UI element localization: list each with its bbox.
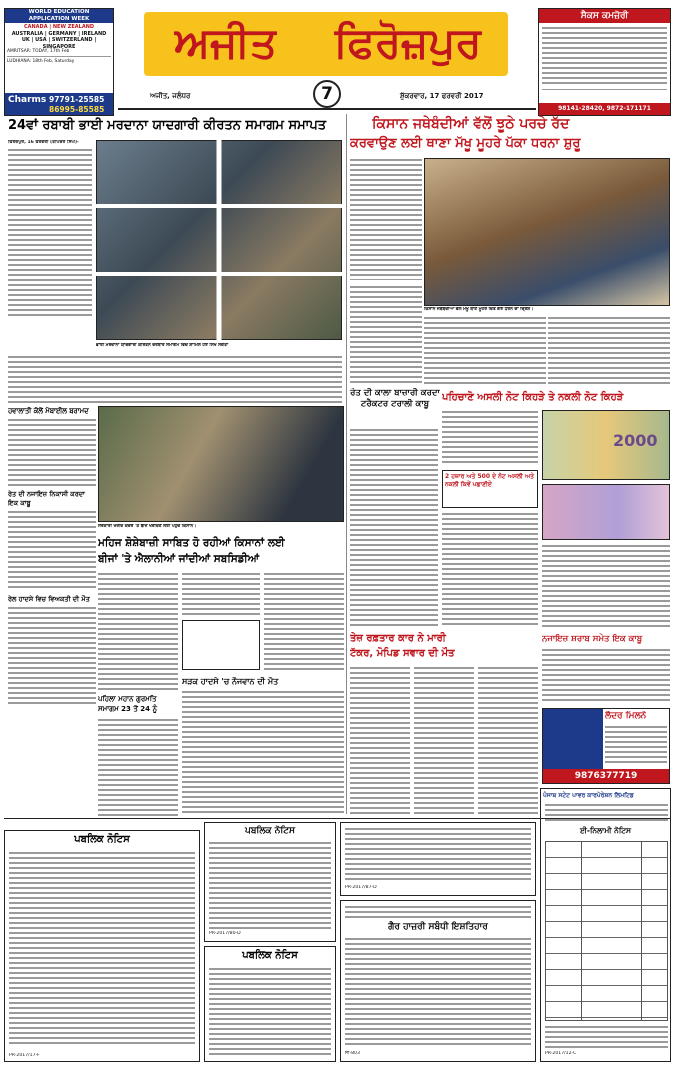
court-notice-header — [345, 905, 531, 919]
pspcl-table — [545, 841, 668, 1021]
public-notice-2-ref: PR-2017/80-D — [209, 931, 241, 936]
court-notice — [340, 900, 536, 1062]
story2-text-col2 — [350, 285, 422, 385]
pspcl-footer — [545, 1025, 668, 1049]
story1-dateline: ਫਿਰੋਜ਼ਪੁਰ, 16 ਫਰਵਰੀ (ਤਪਿੰਦਰ ਸਿੰਘ)- — [8, 140, 79, 145]
story5-text — [8, 418, 96, 488]
story2-text-col3 — [424, 316, 546, 386]
story9-headline — [98, 694, 178, 716]
public-notice-2-body — [209, 841, 331, 929]
story4-note-value: 2000 — [613, 431, 658, 450]
page-number-circle — [313, 80, 341, 108]
story12-text — [8, 510, 96, 590]
story4-text-a — [442, 410, 538, 466]
story4-text-b — [442, 512, 538, 628]
ad-right-title: ਸੈਕਸ ਕਮਜ਼ੋਰੀ — [539, 9, 670, 23]
story4-headline: ਪਹਿਚਾਣੋ ਅਸਲੀ ਨੋਟ ਕਿਹੜੇ ਤੇ ਨਕਲੀ ਨੋਟ ਕਿਹੜੇ — [442, 392, 624, 403]
story10-text — [542, 648, 670, 704]
story8-headline: ਰੇਲ ਹਾਦਸੇ ਵਿਚ ਵਿਅਕਤੀ ਦੀ ਮੌਤ — [8, 595, 90, 603]
story6-pullquote — [182, 620, 260, 670]
story10-headline: ਨਜਾਇਜ਼ ਸ਼ਰਾਬ ਸਮੇਤ ਇਕ ਕਾਬੂ — [542, 634, 643, 644]
story8-text — [8, 606, 96, 706]
masthead-rule — [118, 108, 536, 110]
story2-text-col4 — [548, 316, 670, 386]
ad-top-right — [538, 8, 671, 116]
pspcl-notice — [540, 788, 671, 1062]
ad-line-6: AMRITSAR: TODAY, 17th Feb — [7, 47, 111, 57]
story4-note-image-2 — [542, 484, 670, 540]
ad-top-left-banner — [5, 9, 113, 23]
pspcl-ref: PR-2017/12-C — [545, 1051, 577, 1056]
story9-text — [98, 718, 178, 818]
story2-caption: ਕਿਸਾਨ ਜਥੇਬੰਦੀਆਂ ਵੱਲੋਂ ਮੱਖੂ ਥਾਣੇ ਮੂਹਰੇ ਦਿੱਤੇ ਗਏ ਧਰਨੇ ਦਾ ਦ੍ਰਿਸ਼। — [424, 307, 534, 312]
court-notice-top-ref: PR-2017/87-D — [345, 885, 377, 890]
story4-note-image — [542, 410, 670, 480]
ad-charms-block — [5, 93, 113, 115]
pspcl-subtitle: ਈ-ਨਿਲਾਮੀ ਨੋਟਿਸ — [579, 826, 632, 835]
story12-headline-text: ਰੇਤ ਦੀ ਨਜਾਇਜ਼ ਨਿਕਾਸੀ ਕਰਦਾ ਇਕ ਕਾਬੂ — [8, 490, 85, 507]
story6-text-col2 — [182, 572, 260, 618]
public-notice-1-title: ਪਬਲਿਕ ਨੋਟਿਸ — [74, 834, 130, 845]
pspcl-header-text — [545, 803, 668, 823]
story6-caption: ਸਰਕਾਰੀ ਖਰੀਦ ਕੇਂਦਰ 'ਤੇ ਬੀਜ ਖਰੀਦਣ ਲਈ ਪਹੁੰਚੇ ਕਿਸਾਨ। — [98, 524, 197, 529]
leather-ad-body — [605, 725, 667, 765]
leather-ad-title: ਲੈਦਰ ਮਿਲਨੇ — [605, 711, 647, 721]
story6-text-col3 — [264, 572, 344, 672]
story6-text-col1 — [98, 572, 178, 692]
story11-text-col1 — [350, 666, 410, 816]
ad-line-4: AUSTRALIA | GERMANY | IRELAND — [11, 30, 107, 37]
ad-line-5: UK | USA | SWITZERLAND | SINGAPORE — [21, 37, 97, 50]
court-notice-top-body — [345, 827, 531, 883]
public-notice-2-title: ਪਬਲਿਕ ਨੋਟਿਸ — [245, 826, 295, 836]
story1-text-col1 — [8, 148, 92, 316]
ad-line-7: LUDHIANA: 18th Feb, Saturday — [7, 59, 75, 64]
public-notice-3-body — [209, 967, 331, 1057]
story4-highlight: 2 ਹਜ਼ਾਰ ਅਤੇ 500 ਦੇ ਨੋਟ ਅਸਲੀ ਅਤੇ ਨਕਲੀ ਕਿਵੇਂ ਪਛਾਣੀਏ — [445, 473, 534, 488]
masthead — [144, 12, 508, 76]
story1-caption: ਭਾਈ ਮਰਦਾਨਾ ਯਾਦਗਾਰੀ ਕੀਰਤਨ ਦਰਬਾਰ ਸਮਾਗਮ ਵਿਚ ਸ਼ਾਮਿਲ ਹੋਏ ਸਿੱਖ ਸੰਗਤਾਂ — [96, 343, 229, 348]
public-notice-3-title: ਪਬਲਿਕ ਨੋਟਿਸ — [242, 950, 298, 961]
story3-text — [350, 428, 438, 628]
court-notice-body — [345, 937, 531, 1047]
ad-venues — [7, 47, 111, 66]
story2-text-col1 — [350, 158, 422, 280]
ad-phone-1: 97791-25585 — [49, 95, 105, 104]
story3-headline-text: ਰੇਤ ਦੀ ਕਾਲਾ ਬਾਜ਼ਾਰੀ ਕਰਦਾ ਟਰੈਕਟਰ ਟਰਾਲੀ ਕਾਬੂ — [350, 388, 440, 409]
masthead-title-left: ਅਜੀਤ — [174, 18, 278, 67]
public-notice-1-body — [9, 851, 195, 1047]
story4-highlight-box — [442, 470, 538, 508]
story6-headline-line1: ਮਹਿਜ ਸ਼ੋਸ਼ੇਬਾਜ਼ੀ ਸਾਬਿਤ ਹੋ ਰਹੀਆਂ ਕਿਸਾਨਾਂ ਲਈ — [98, 537, 285, 549]
ad-line-3: CANADA | NEW ZEALAND — [23, 24, 95, 30]
ad-line-1: WORLD EDUCATION — [28, 9, 90, 15]
story7-headline: ਸੜਕ ਹਾਦਸੇ 'ਚ ਨੌਜਵਾਨ ਦੀ ਮੌਤ — [182, 677, 279, 686]
story3-headline — [350, 388, 440, 424]
story7-text — [182, 690, 344, 816]
story5-headline: ਹਵਾਲਾਤੀ ਕੋਲੋਂ ਮੋਬਾਈਲ ਬਰਾਮਦ — [8, 407, 89, 415]
story2-headline-line2: ਕਰਵਾਉਣ ਲਈ ਥਾਣਾ ਮੱਖੂ ਮੂਹਰੇ ਪੱਕਾ ਧਰਨਾ ਸ਼ੁਰੂ — [350, 136, 581, 151]
ad-line-2: APPLICATION WEEK — [28, 15, 90, 22]
court-notice-ref: ਸੀ-803 — [345, 1051, 360, 1056]
story12-headline — [8, 490, 96, 508]
story6-headline-line2: ਬੀਜਾਂ 'ਤੇ ਐਲਾਨੀਆਂ ਜਾਂਦੀਆਂ ਸਬਸਿਡੀਆਂ — [98, 553, 260, 565]
story11-text-col3 — [478, 666, 538, 816]
story6-photo — [98, 406, 344, 522]
public-notice-1 — [4, 830, 200, 1062]
public-notice-3 — [204, 946, 336, 1062]
pspcl-table-col-2 — [641, 841, 642, 1021]
pspcl-table-col — [581, 841, 582, 1021]
edition-label: ਅਜੀਤ, ਜਲੰਧਰ — [150, 92, 191, 100]
col-rule-1 — [346, 114, 347, 814]
ad-top-left — [4, 8, 114, 116]
page-number: 7 — [321, 84, 333, 104]
ad-right-body — [542, 26, 667, 86]
story1-headline: 24ਵਾਂ ਰਬਾਬੀ ਭਾਈ ਮਰਦਾਨਾ ਯਾਦਗਾਰੀ ਕੀਰਤਨ ਸਮਾਗਮ ਸਮਾਪਤ — [8, 118, 327, 133]
story11-text-col2 — [414, 666, 474, 816]
story1-photo-dividers — [96, 140, 342, 340]
story11-headline-line2: ਟੱਕਰ, ਮੋਪਿਡ ਸਵਾਰ ਦੀ ਮੌਤ — [350, 648, 455, 659]
court-notice-title: ਗੈਰ ਹਾਜ਼ਰੀ ਸਬੰਧੀ ਇਸ਼ਤਿਹਾਰ — [388, 922, 488, 932]
ad-right-phone: 98141-28420, 9872-171171 — [539, 103, 670, 115]
pspcl-title: ਪੰਜਾਬ ਸਟੇਟ ਪਾਵਰ ਕਾਰਪੋਰੇਸ਼ਨ ਲਿਮਟਿਡ — [543, 792, 634, 799]
story11-headline-line1: ਤੇਜ਼ ਰਫ਼ਤਾਰ ਕਾਰ ਨੇ ਮਾਰੀ — [350, 633, 446, 644]
court-notice-top — [340, 822, 536, 896]
public-notice-1-ref: PR-2017/17-F — [9, 1053, 40, 1058]
leather-ad-phone: 9876377719 — [543, 769, 669, 783]
ad-phone-2: 86995-85585 — [49, 105, 105, 114]
public-notice-2 — [204, 822, 336, 942]
story2-photo — [424, 158, 670, 306]
story9-headline-text: ਪਹਿਲਾ ਮਹਾਨ ਗੁਰਮਤਿ ਸਮਾਗਮ 23 ਤੋਂ 24 ਨੂੰ — [98, 695, 158, 713]
date-label: ਸ਼ੁੱਕਰਵਾਰ, 17 ਫਰਵਰੀ 2017 — [400, 92, 484, 100]
row-rule-1 — [4, 818, 671, 819]
story1-text-bottom — [8, 355, 342, 403]
story4-text-c — [542, 544, 670, 628]
masthead-title-right: ਫਿਰੋਜ਼ਪੁਰ — [334, 18, 482, 67]
story2-headline-line1: ਕਿਸਾਨ ਜਥੇਬੰਦੀਆਂ ਵੱਲੋਂ ਝੂਠੇ ਪਰਚੇ ਰੱਦ — [372, 116, 570, 132]
ad-right-logo-row — [542, 89, 667, 101]
ad-brand: Charms — [8, 95, 47, 105]
leather-ad — [542, 708, 670, 784]
